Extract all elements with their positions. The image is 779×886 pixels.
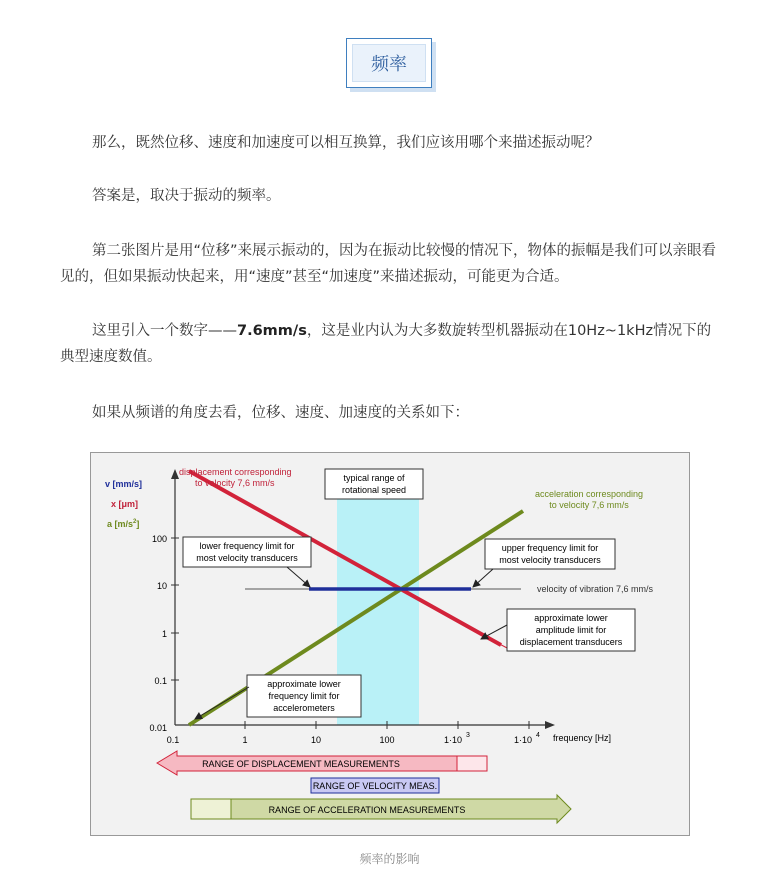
- ytick-0.01: 0.01: [149, 723, 167, 733]
- amplitude-limit-line3: displacement transducers: [519, 637, 623, 647]
- typical-range-line2: rotational speed: [341, 485, 407, 495]
- frequency-diagram-svg: [91, 453, 689, 835]
- y-axis-arrow: [171, 469, 179, 479]
- xtick-1e3-sup: 3: [466, 732, 470, 739]
- acceleration-annotation-line2: to velocity 7,6 mm/s: [549, 500, 629, 510]
- acceleration-range-label: RANGE OF ACCELERATION MEASUREMENTS: [268, 805, 466, 815]
- x-axis-label: frequency [Hz]: [553, 733, 612, 743]
- xtick-100: 100: [379, 735, 395, 745]
- xtick-1e4-sup: 4: [536, 732, 540, 739]
- xtick-10: 10: [310, 735, 322, 745]
- y-label-velocity: v [mm/s]: [105, 479, 143, 489]
- xtick-1e4: 1·10: [513, 735, 533, 745]
- lower-freq-limit-line2: most velocity transducers: [196, 553, 298, 563]
- velocity-value: 7.6mm/s: [237, 323, 307, 339]
- lower-freq-limit-line1: lower frequency limit for: [199, 541, 295, 551]
- y-label-acceleration: a $[m/s^2]$: [107, 519, 140, 529]
- velocity-of-vibration-label: velocity of vibration 7,6 mm/s: [537, 584, 654, 594]
- accelerometer-limit-line3: accelerometers: [273, 703, 335, 713]
- section-title-box: [346, 38, 432, 88]
- accelerometer-limit-line1: approximate lower: [267, 679, 341, 689]
- accelerometer-limit-line2: frequency limit for: [268, 691, 340, 701]
- paragraph-4-post: ，这是业内认为大多数旋转型机器振动在10Hz~1kHz情况下的典型速度数值。: [60, 323, 712, 365]
- paragraph-3: 第二张图片是用“位移”来展示振动的，因为在振动比较慢的情况下，物体的振幅是我们可以亲眼看见的，但如果振动快起来，用“速度”甚至“加速度”来描述振动，可能更为合适。: [60, 243, 717, 285]
- displacement-range-tail: [457, 756, 487, 771]
- ytick-10: 10: [156, 581, 167, 591]
- x-axis-arrow: [545, 721, 555, 729]
- upper-freq-limit-line2: most velocity transducers: [499, 555, 601, 565]
- y-label-displacement: x [μm]: [111, 499, 139, 509]
- xtick-0.1: 0.1: [166, 735, 180, 745]
- upper-freq-limit-arrow: [473, 569, 493, 587]
- xtick-1e3: 1·10: [443, 735, 463, 745]
- xtick-1: 1: [242, 735, 248, 745]
- displacement-range-label: RANGE OF DISPLACEMENT MEASUREMENTS: [202, 759, 400, 769]
- velocity-range-label: RANGE OF VELOCITY MEAS.: [312, 781, 438, 791]
- typical-range-line1: typical range of: [343, 473, 405, 483]
- paragraph-5: 如果从频谱的角度去看，位移、速度、加速度的关系如下：: [92, 405, 469, 421]
- figure-caption: 频率的影响: [359, 852, 420, 866]
- ytick-1: 1: [161, 629, 167, 639]
- amplitude-limit-arrow: [481, 625, 507, 639]
- amplitude-limit-line2: amplitude limit for: [535, 625, 607, 635]
- paragraph-4: [60, 318, 720, 370]
- upper-freq-limit-line1: upper frequency limit for: [501, 543, 599, 553]
- section-title: 频率: [352, 44, 426, 82]
- frequency-diagram: [90, 452, 690, 836]
- paragraph-1: 那么，既然位移、速度和加速度可以相互换算，我们应该用哪个来描述振动呢？: [92, 135, 600, 151]
- paragraph-2: 答案是，取决于振动的频率。: [92, 188, 281, 204]
- displacement-annotation-line2: to velocity 7,6 mm/s: [195, 478, 275, 488]
- acceleration-range-tail: [191, 799, 231, 819]
- displacement-annotation-line1: displacement corresponding: [179, 467, 292, 477]
- ytick-100: 100: [151, 534, 167, 544]
- ytick-0.1: 0.1: [154, 676, 167, 686]
- acceleration-annotation-line1: acceleration corresponding: [534, 489, 644, 499]
- paragraph-4-pre: 这里引入一个数字——: [92, 323, 237, 339]
- amplitude-limit-line1: approximate lower: [534, 613, 608, 623]
- accelerometer-limit-arrow: [195, 687, 249, 719]
- displacement-line-thin: [471, 629, 509, 649]
- lower-freq-limit-arrow: [287, 567, 310, 587]
